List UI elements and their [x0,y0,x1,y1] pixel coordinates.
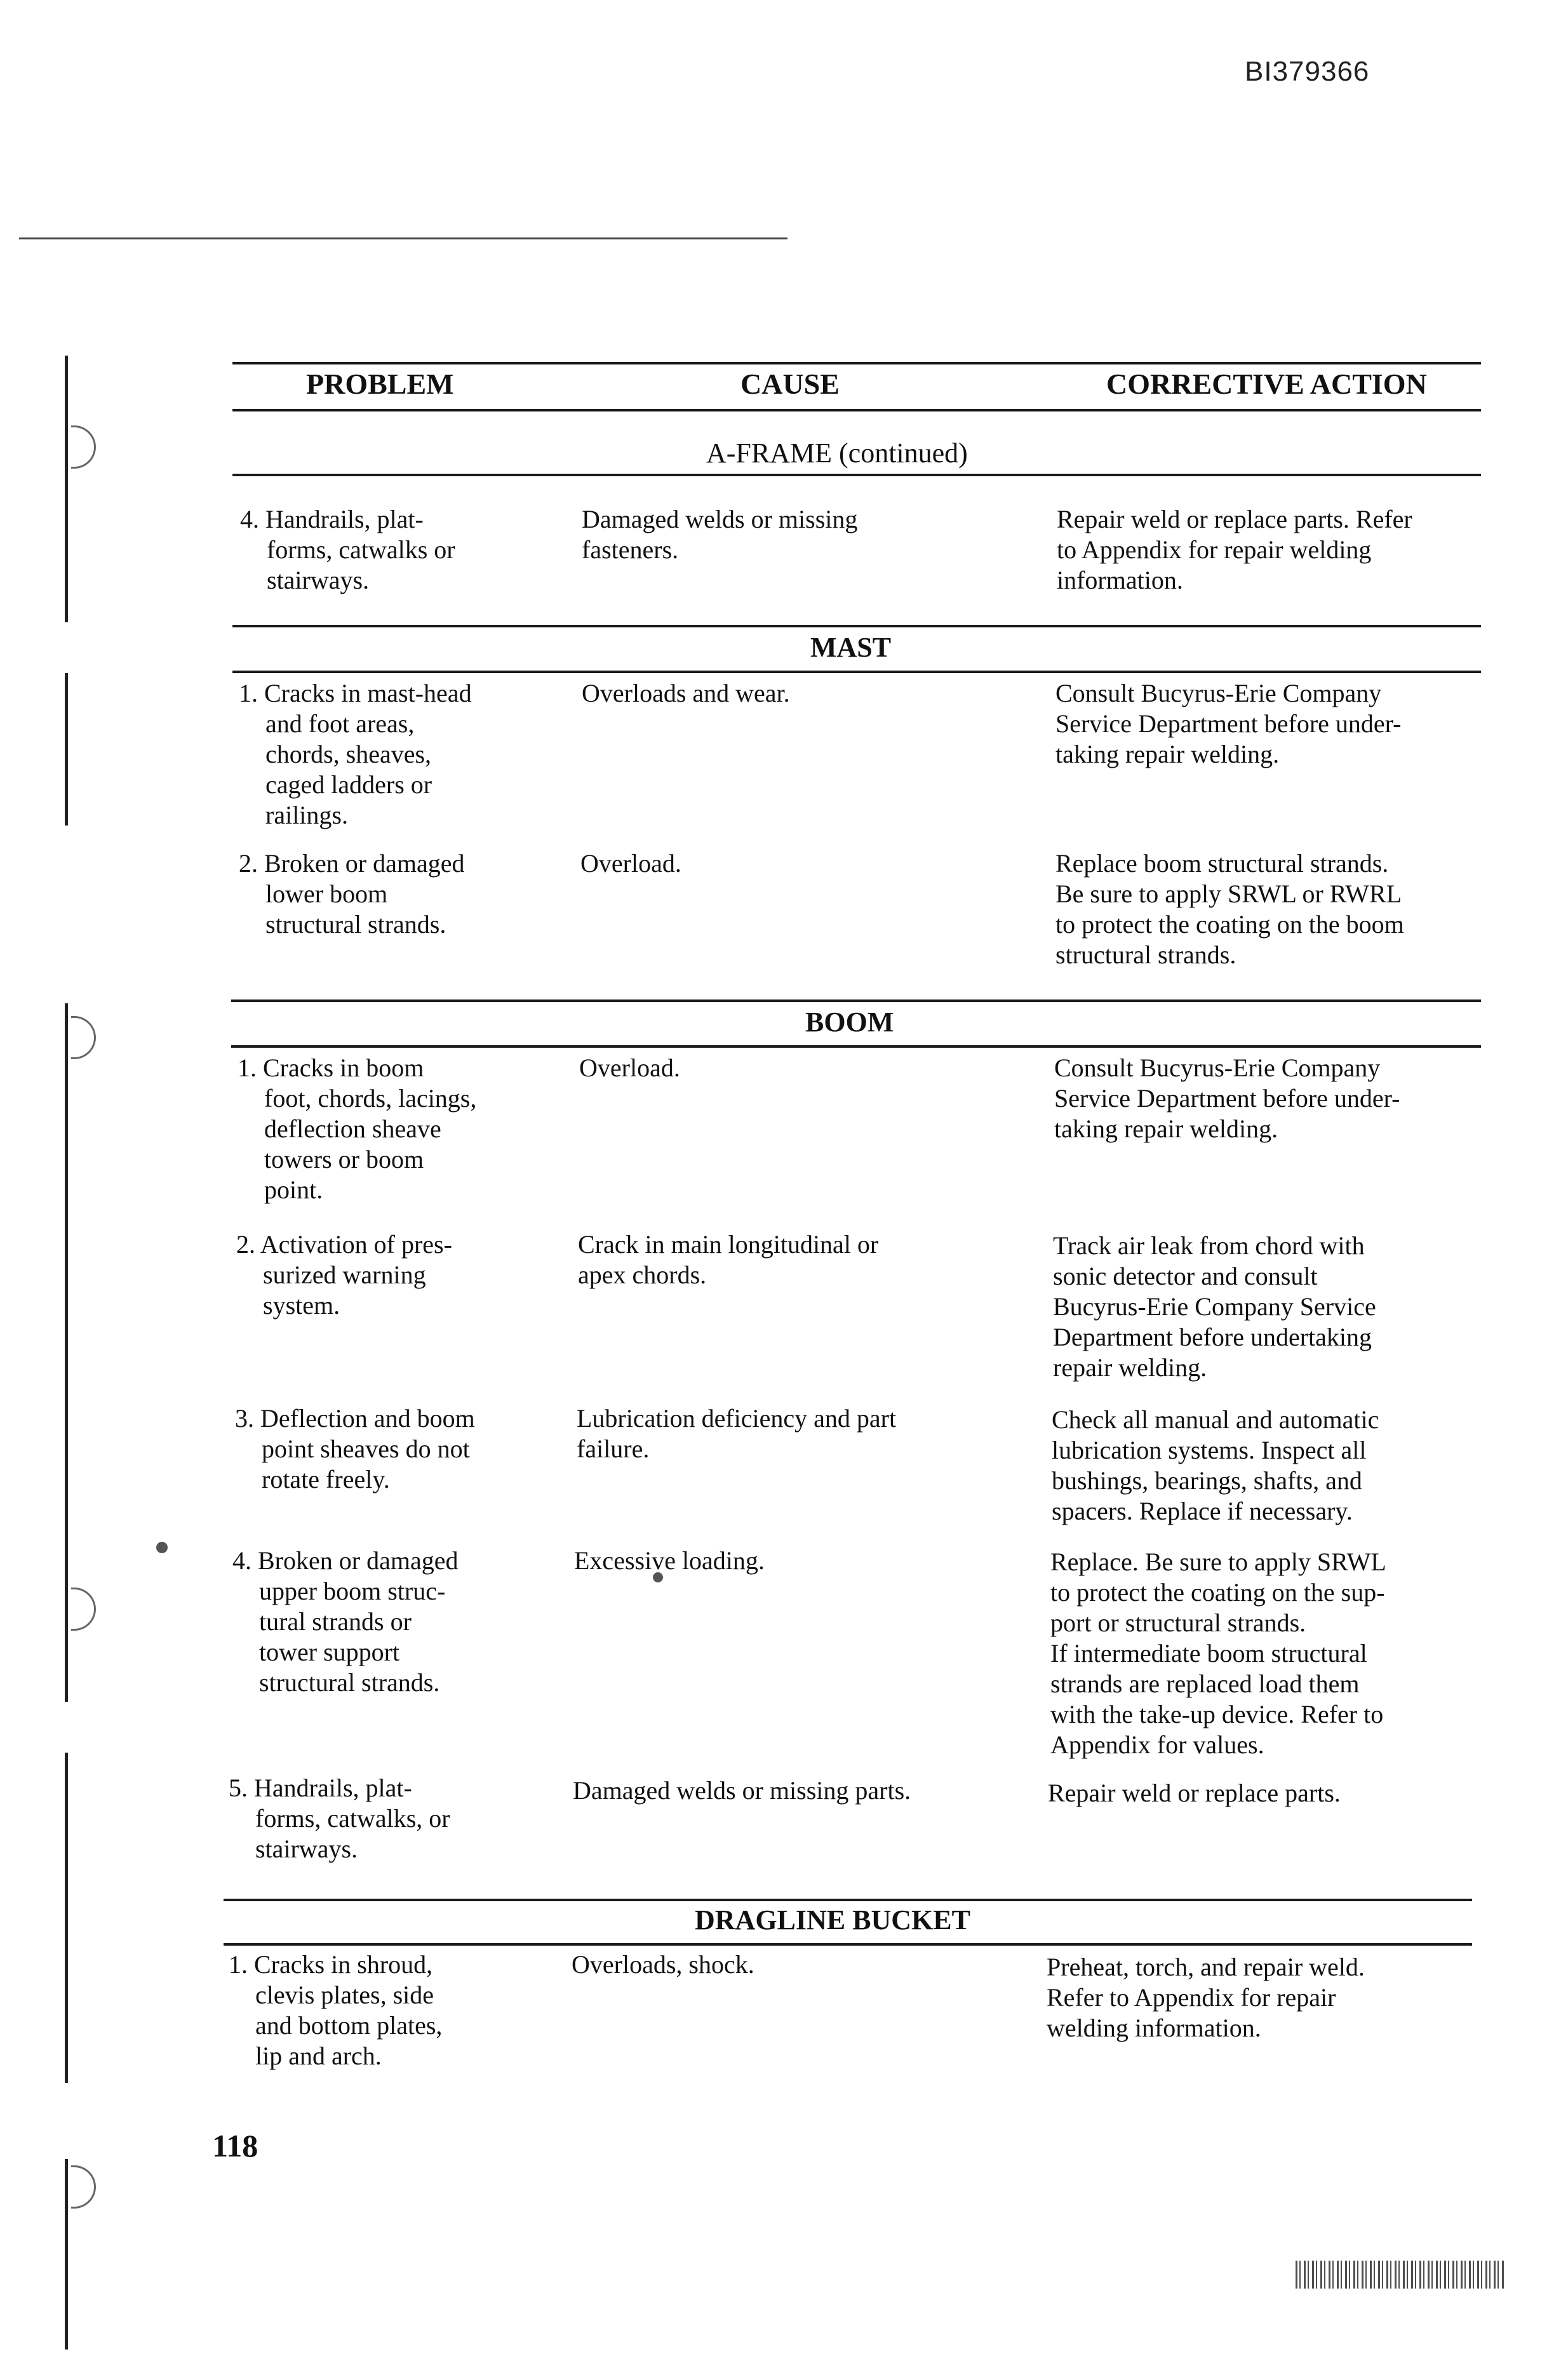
text-line: Refer to Appendix for repair [1047,1983,1336,2012]
text-line: Consult Bucyrus-Erie Company [1055,679,1382,707]
boom-row-5-cause [573,1775,911,1806]
section-rule [232,474,1481,476]
text-line: Overloads, shock. [572,1950,754,1979]
text-line: stairways. [255,1835,358,1863]
punch-hole [71,1588,96,1631]
text-line: Bucyrus-Erie Company Service [1053,1292,1376,1321]
punch-hole [71,1016,96,1059]
text-line: Repair weld or replace parts. Refer [1057,505,1412,533]
a-frame-row-4-action [1057,504,1412,596]
section-title-boom: BOOM [805,1006,894,1038]
text-line: lower boom [265,879,388,908]
section-title-mast: MAST [810,632,892,663]
text-line: failure. [577,1434,650,1463]
column-header-corrective-action: CORRECTIVE ACTION [1106,368,1427,400]
text-line: Excessive loading. [574,1546,765,1575]
text-line: Department before undertaking [1053,1323,1372,1351]
text-line: port or structural strands. [1050,1608,1306,1637]
boom-row-4-action [1050,1547,1386,1760]
a-frame-row-4-cause [582,504,857,565]
boom-row-3-action [1052,1405,1379,1527]
text-line: deflection sheave [264,1114,441,1143]
text-line: and foot areas, [265,709,415,738]
boom-row-3-cause [577,1403,896,1464]
text-line: railings. [265,801,348,829]
text-line: system. [263,1291,340,1320]
text-line: Check all manual and automatic [1052,1405,1379,1434]
text-line: welding information. [1047,2014,1261,2042]
text-line: 2. Broken or damaged [239,849,465,878]
boom-row-5-problem [229,1773,450,1864]
text-line: to protect the coating on the sup- [1050,1578,1385,1607]
text-line: taking repair welding. [1055,740,1280,768]
scan-top-rule [19,237,787,239]
text-line: Crack in main longitudinal or [578,1230,879,1259]
text-line: clevis plates, side [255,1981,434,2009]
text-line: point. [264,1175,323,1204]
text-line: 5. Handrails, plat- [229,1774,412,1802]
mast-row-1-cause [582,678,790,709]
text-line: structural strands. [259,1668,440,1697]
mast-row-1-problem [239,678,472,831]
text-line: surized warning [263,1260,426,1289]
mast-row-2-cause [580,848,681,879]
text-line: Appendix for values. [1050,1730,1264,1759]
text-line: tower support [259,1638,400,1666]
column-header-problem: PROBLEM [306,368,454,400]
boom-row-1-problem [238,1053,476,1205]
text-line: 1. Cracks in boom [238,1053,424,1082]
text-line: caged ladders or [265,770,432,799]
text-line: stairways. [267,566,370,594]
text-line: 3. Deflection and boom [235,1404,475,1433]
binding-edge-line [65,356,68,622]
boom-row-3-problem [235,1403,475,1495]
text-line: structural strands. [1055,940,1236,969]
text-line: to Appendix for repair welding [1057,535,1372,564]
text-line: Lubrication deficiency and part [577,1404,897,1433]
boom-row-2-action [1053,1231,1376,1383]
text-line: structural strands. [265,910,446,939]
text-line: to protect the coating on the boom [1055,910,1404,939]
header-bottom-rule [232,409,1481,411]
text-line: towers or boom [264,1145,424,1173]
boom-row-1-cause [579,1053,680,1083]
text-line: Damaged welds or missing [582,505,858,533]
text-line: 4. Handrails, plat- [240,505,424,533]
text-line: taking repair welding. [1054,1114,1278,1143]
mast-row-2-problem [239,848,464,940]
text-line: Overload. [580,849,681,878]
text-line: Damaged welds or missing parts. [573,1776,911,1805]
text-line: Repair weld or replace parts. [1048,1779,1341,1807]
text-line: 1. Cracks in mast-head [239,679,472,707]
text-line: fasteners. [582,535,679,564]
text-line: spacers. Replace if necessary. [1052,1497,1353,1525]
binding-edge-line [65,1753,68,2083]
header-top-rule [232,362,1481,364]
text-line: Service Department before under- [1055,709,1402,738]
text-line: lip and arch. [255,2042,382,2070]
text-line: Be sure to apply SRWL or RWRL [1055,879,1402,908]
text-line: 4. Broken or damaged [232,1546,459,1575]
boom-row-5-action [1048,1778,1341,1808]
scan-speck [156,1542,168,1553]
boom-row-2-problem [236,1229,452,1321]
text-line: and bottom plates, [255,2011,443,2040]
column-header-cause: CAUSE [740,368,840,400]
text-line: apex chords. [578,1260,707,1289]
text-line: forms, catwalks, or [255,1804,450,1833]
text-line: repair welding. [1053,1353,1207,1382]
text-line: Service Department before under- [1054,1084,1400,1113]
text-line: lubrication systems. Inspect all [1052,1436,1367,1464]
text-line: Overloads and wear. [582,679,790,707]
section-title-dragline-bucket: DRAGLINE BUCKET [695,1904,970,1935]
text-line: upper boom struc- [259,1577,446,1605]
text-line: Track air leak from chord with [1053,1231,1365,1260]
a-frame-row-4-problem [240,504,455,596]
binding-edge-line [65,2159,68,2350]
scan-barcode-artifact [1296,2261,1505,2289]
text-line: If intermediate boom structural [1050,1639,1367,1668]
section-rule [232,625,1481,627]
page-number: 118 [212,2128,258,2163]
boom-row-4-cause [574,1546,765,1576]
text-line: tural strands or [259,1607,412,1636]
text-line: Replace. Be sure to apply SRWL [1050,1548,1386,1576]
boom-row-2-cause [578,1229,878,1290]
dragline-bucket-row-1-action [1047,1952,1365,2043]
text-line: Overload. [579,1053,680,1082]
boom-row-1-action [1054,1053,1400,1144]
section-rule [232,671,1481,673]
text-line: chords, sheaves, [265,740,432,768]
section-rule [231,999,1481,1002]
text-line: strands are replaced load them [1050,1669,1360,1698]
text-line: Replace boom structural strands. [1055,849,1389,878]
binding-edge-line [65,1003,68,1702]
text-line: information. [1057,566,1183,594]
mast-row-1-action [1055,678,1402,770]
document-id: BI379366 [1245,56,1370,87]
text-line: 1. Cracks in shroud, [229,1950,433,1979]
text-line: Consult Bucyrus-Erie Company [1054,1053,1381,1082]
text-line: 2. Activation of pres- [236,1230,452,1259]
text-line: point sheaves do not [262,1434,470,1463]
binding-edge-line [65,673,68,826]
text-line: rotate freely. [262,1465,390,1494]
mast-row-2-action [1055,848,1404,970]
section-rule [224,1943,1472,1946]
punch-hole [71,425,96,469]
text-line: with the take-up device. Refer to [1050,1700,1384,1728]
boom-row-4-problem [232,1546,458,1698]
dragline-bucket-row-1-cause [572,1949,754,1980]
dragline-bucket-row-1-problem [229,1949,442,2071]
section-rule [231,1045,1481,1048]
text-line: bushings, bearings, shafts, and [1052,1466,1362,1495]
punch-hole [71,2165,96,2209]
text-line: forms, catwalks or [267,535,455,564]
section-title-a-frame: A-FRAME (continued) [706,438,968,469]
text-line: Preheat, torch, and repair weld. [1047,1953,1365,1981]
section-rule [224,1899,1472,1901]
text-line: foot, chords, lacings, [264,1084,477,1113]
text-line: sonic detector and consult [1053,1262,1318,1290]
